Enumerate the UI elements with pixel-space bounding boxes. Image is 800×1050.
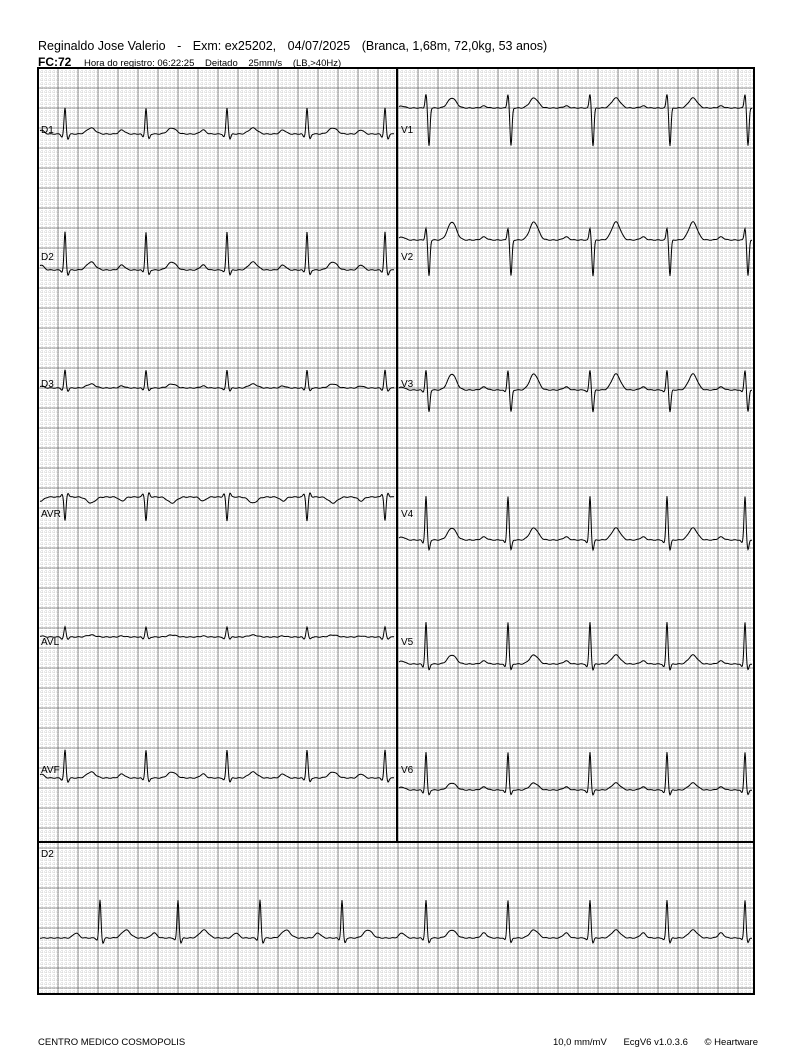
trace-v5 <box>399 622 752 670</box>
software-version: EcgV6 v1.0.3.6 <box>623 1037 688 1048</box>
trace-d1 <box>40 108 394 139</box>
lead-label-d1: D1 <box>41 125 54 136</box>
sheet-borders <box>38 68 754 994</box>
lead-label-v5: V5 <box>401 637 414 648</box>
trace-v6 <box>399 752 752 795</box>
lead-label-v2: V2 <box>401 252 414 263</box>
heart-rate: FC:72 <box>38 55 72 69</box>
lead-label-avl: AVL <box>41 637 60 648</box>
trace-rhythm-d2 <box>40 900 752 944</box>
trace-d2 <box>40 232 394 276</box>
lead-label-d2: D2 <box>41 252 54 263</box>
lead-label-avf: AVF <box>41 765 60 776</box>
vendor-name: © Heartware <box>704 1037 758 1048</box>
trace-v3 <box>399 370 752 412</box>
trace-avl <box>40 627 394 640</box>
trace-avr <box>40 493 394 521</box>
exam-date: 04/07/2025 <box>287 39 351 53</box>
filter-setting: (LB,>40Hz) <box>292 58 342 69</box>
lead-label-rhythm: D2 <box>41 849 54 860</box>
lead-label-v6: V6 <box>401 765 414 776</box>
lead-label-v4: V4 <box>401 509 414 520</box>
record-time: Hora do registro: 06:22:25 <box>83 58 195 69</box>
trace-v4 <box>399 496 752 550</box>
paper-speed: 25mm/s <box>248 58 283 69</box>
header-separator: - <box>177 39 182 53</box>
lead-label-avr: AVR <box>41 509 61 520</box>
trace-v1 <box>399 94 752 146</box>
footer-info <box>539 1037 758 1048</box>
institution-name: CENTRO MEDICO COSMOPOLIS <box>38 1037 186 1048</box>
patient-demographics: (Branca, 1,68m, 72,0kg, 53 anos) <box>361 39 548 53</box>
lead-label-d3: D3 <box>41 379 54 390</box>
lead-label-v3: V3 <box>401 379 414 390</box>
gain-setting: 10,0 mm/mV <box>552 1037 607 1048</box>
trace-avf <box>40 750 394 783</box>
patient-name: Reginaldo Jose Valerio <box>38 39 166 53</box>
patient-position: Deitado <box>205 58 238 69</box>
exam-id: Exm: ex25202, <box>192 39 277 53</box>
lead-label-v1: V1 <box>401 125 414 136</box>
